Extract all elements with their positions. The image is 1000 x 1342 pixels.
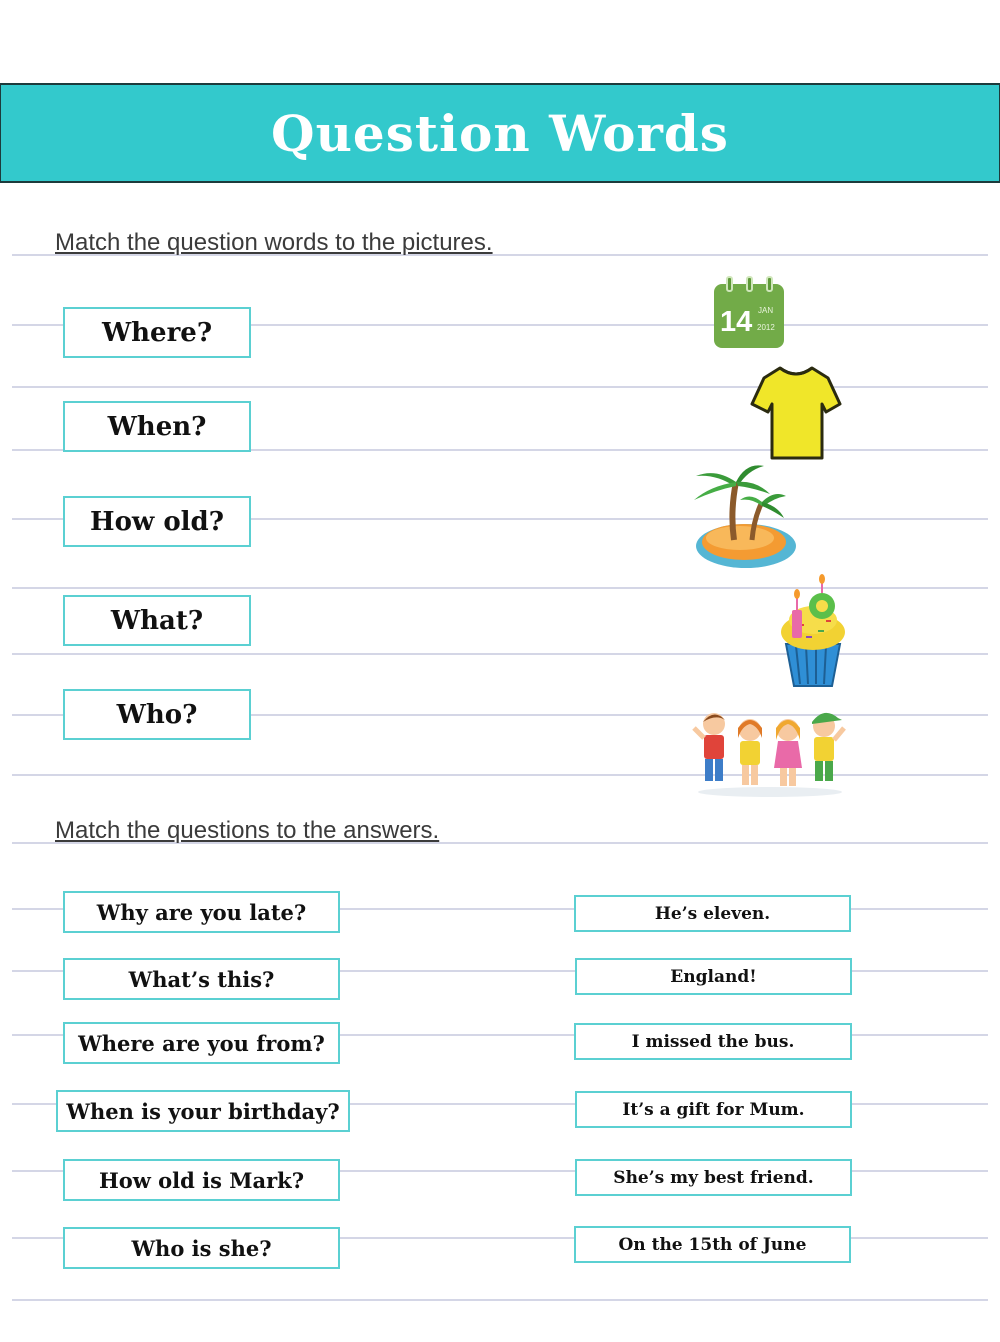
answer-england[interactable]: England! (575, 958, 852, 995)
section1-instruction: Match the question words to the pictures. (55, 229, 493, 256)
birthday-cupcake-icon[interactable] (778, 574, 848, 690)
question-why-late[interactable]: Why are you late? (63, 891, 340, 933)
section2-instruction: Match the questions to the answers. (55, 817, 440, 844)
calendar-ring (766, 276, 773, 292)
calendar-month: JAN (758, 306, 774, 315)
ruled-line (12, 1299, 988, 1301)
word-how-old[interactable]: How old? (63, 496, 251, 547)
word-where[interactable]: Where? (63, 307, 251, 358)
question-where-from[interactable]: Where are you from? (63, 1022, 340, 1064)
answer-hes-eleven[interactable]: He’s eleven. (574, 895, 851, 932)
palm-island-icon[interactable] (676, 460, 800, 572)
question-how-old-mark[interactable]: How old is Mark? (63, 1159, 340, 1201)
answer-15th-june[interactable]: On the 15th of June (574, 1226, 851, 1263)
children-group-icon[interactable] (692, 704, 848, 798)
word-who[interactable]: Who? (63, 689, 251, 740)
question-who-she[interactable]: Who is she? (63, 1227, 340, 1269)
answer-missed-bus[interactable]: I missed the bus. (574, 1023, 852, 1060)
question-whats-this[interactable]: What’s this? (63, 958, 340, 1000)
calendar-day: 14 (720, 306, 753, 338)
answer-gift-mum[interactable]: It’s a gift for Mum. (575, 1091, 852, 1128)
answer-best-friend[interactable]: She’s my best friend. (575, 1159, 852, 1196)
calendar-icon[interactable] (714, 276, 786, 352)
calendar-year: 2012 (757, 323, 775, 332)
calendar-ring (726, 276, 733, 292)
word-when[interactable]: When? (63, 401, 251, 452)
calendar-ring (746, 276, 753, 292)
page-title: Question Words (271, 104, 729, 163)
word-what[interactable]: What? (63, 595, 251, 646)
t-shirt-icon[interactable] (750, 364, 842, 464)
question-when-birthday[interactable]: When is your birthday? (56, 1090, 350, 1132)
